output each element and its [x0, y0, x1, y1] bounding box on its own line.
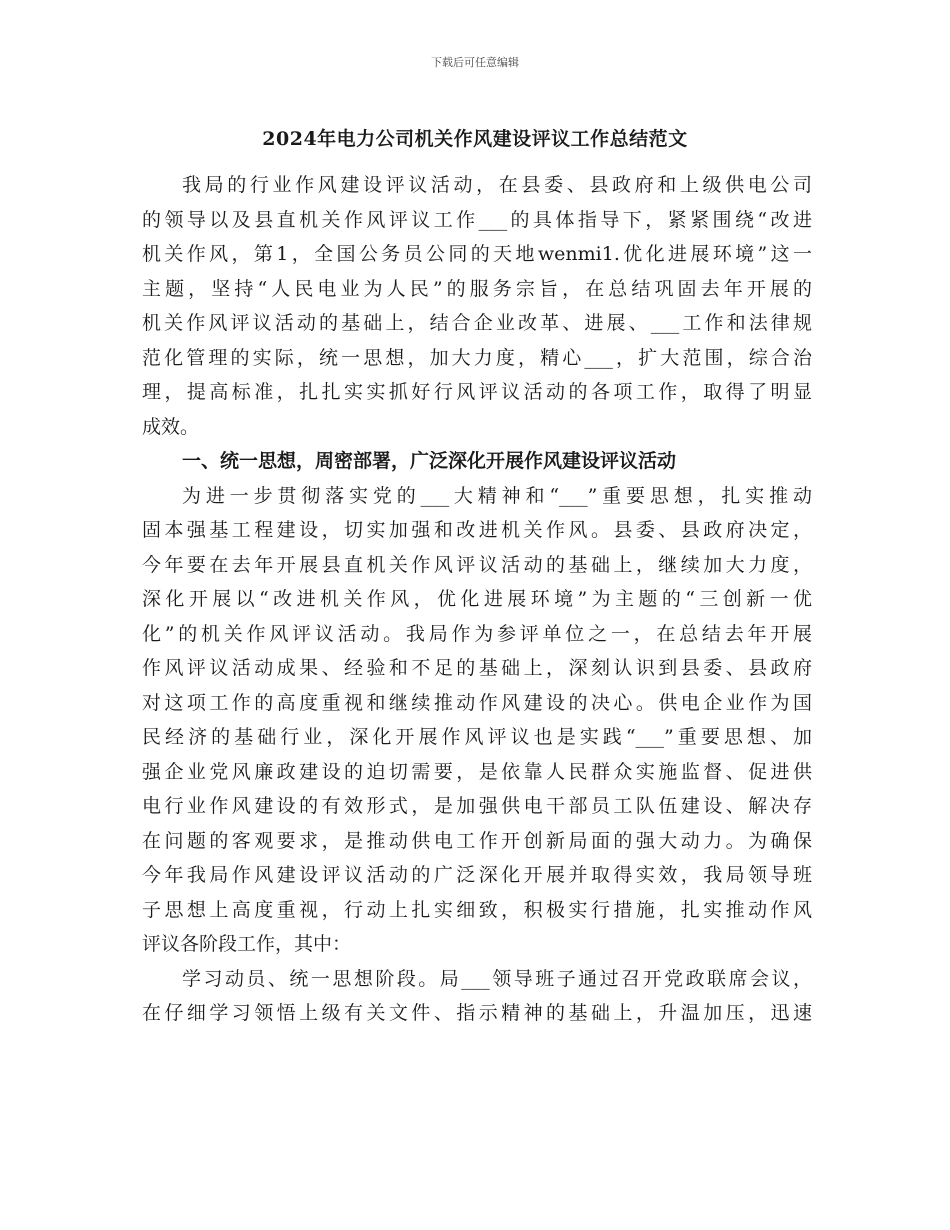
paragraph-line: 我局的行业作风建设评议活动，在县委、县政府和上级供电公司 [182, 174, 812, 196]
paragraph-line: 学习动员、统一思想阶段。局___领导班子通过召开党政联席会议， [182, 967, 812, 990]
paragraph-line: 主题，坚持“人民电业为人民”的服务宗旨，在总结巩固去年开展的 [142, 277, 812, 300]
paragraph-line: 今年要在去年开展县直机关作风评议活动的基础上，继续加大力度， [142, 553, 812, 576]
paragraph-line: 的领导以及县直机关作风评议工作___的具体指导下，紧紧围绕“改进 [142, 208, 812, 231]
paragraph-line: 在问题的客观要求，是推动供电工作开创新局面的强大动力。为确保 [142, 829, 812, 852]
paragraph-line: 范化管理的实际，统一思想，加大力度，精心___，扩大范围，综合治 [142, 346, 812, 369]
paragraph-line: 固本强基工程建设，切实加强和改进机关作风。县委、县政府决定， [142, 519, 812, 541]
paragraph-line: 子思想上高度重视，行动上扎实细致，积极实行措施，扎实推动作风 [142, 898, 812, 921]
paragraph-line: 为进一步贯彻落实党的___大精神和“___”重要思想，扎实推动 [182, 484, 812, 507]
paragraph-line: 成效。 [142, 415, 200, 438]
paragraph-line: 评议各阶段工作，其中： [142, 933, 352, 955]
document-title: 2024年电力公司机关作风建设评议工作总结范文 [262, 128, 688, 150]
document-body [142, 168, 812, 1031]
paragraph-line: 在仔细学习领悟上级有关文件、指示精神的基础上，升温加压，迅速 [142, 1002, 812, 1024]
paragraph-line: 强企业党风廉政建设的迫切需要，是依靠人民群众实施监督、促进供 [142, 760, 812, 783]
paragraph-line: 机关作风评议活动的基础上，结合企业改革、进展、___工作和法律规 [142, 312, 812, 334]
header-note: 下载后可任意编辑 [431, 56, 519, 69]
paragraph-line: 化”的机关作风评议活动。我局作为参评单位之一，在总结去年开展 [142, 622, 812, 645]
paragraph-line: 今年我局作风建设评议活动的广泛深化开展并取得实效，我局领导班 [142, 864, 812, 886]
paragraph-line: 机关作风，第1，全国公务员公同的天地wenmi1.优化进展环境”这一 [142, 243, 812, 265]
section-heading: 一、统一思想，周密部署，广泛深化开展作风建设评议活动 [182, 450, 677, 472]
paragraph-line: 电行业作风建设的有效形式，是加强供电干部员工队伍建设、解决存 [142, 795, 812, 817]
paragraph-line: 对这项工作的高度重视和继续推动作风建设的决心。供电企业作为国 [142, 691, 812, 714]
paragraph-line: 民经济的基础行业，深化开展作风评议也是实践“___”重要思想、加 [142, 726, 812, 748]
paragraph-line: 深化开展以“改进机关作风，优化进展环境”为主题的“三创新一优 [142, 588, 812, 610]
paragraph-line: 作风评议活动成果、经验和不足的基础上，深刻认识到县委、县政府 [142, 657, 812, 679]
paragraph-line: 理，提高标准，扎扎实实抓好行风评议活动的各项工作，取得了明显 [142, 381, 812, 403]
